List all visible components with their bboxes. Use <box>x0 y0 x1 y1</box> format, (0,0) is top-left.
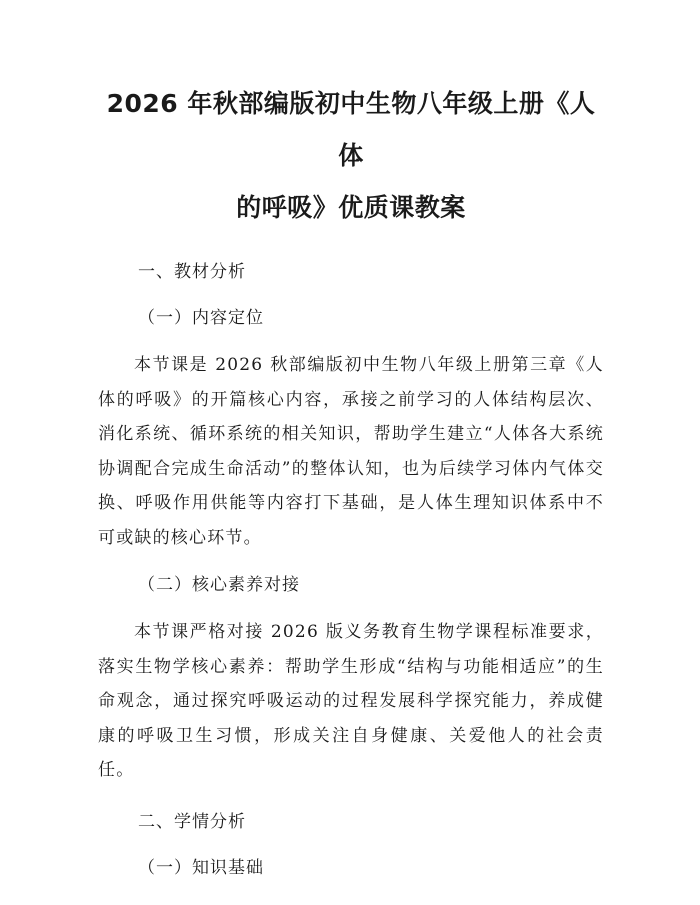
subsection-heading-content-positioning: （一）内容定位 <box>138 308 264 328</box>
paragraph-core-literacy: 本节课严格对接 2026 版义务教育生物学课程标准要求，落实生物学核心素养：帮助学生形成“结构与功能相适应”的生命观念，通过探究呼吸运动的过程发展科学探究能力，养成健康的呼吸卫生习惯，形成关注自身健康、关爱他人的社会责任。 <box>98 622 604 780</box>
section-heading-textbook-analysis: 一、教材分析 <box>138 262 246 282</box>
subsection-heading-knowledge-base: （一）知识基础 <box>138 857 264 878</box>
document-body <box>98 256 604 884</box>
paragraph-content-positioning: 本节课是 2026 秋部编版初中生物八年级上册第三章《人体的呼吸》的开篇核心内容，承接之前学习的人体结构层次、消化系统、循环系统的相关知识，帮助学生建立“人体各大系统协调配合完成生命活动”的整体认知，也为后续学习体内气体交换、呼吸作用供能等内容打下基础，是人体生理知识体系中不可或缺的核心环节。 <box>98 355 604 548</box>
document-title <box>98 0 604 234</box>
title-line-1: 2026 年秋部编版初中生物八年级上册《人体 <box>106 89 596 170</box>
subsection-heading-core-literacy: （二）核心素养对接 <box>138 575 300 595</box>
section-heading-learner-analysis: 二、学情分析 <box>138 811 246 832</box>
title-line-2: 的呼吸》优质课教案 <box>236 193 466 222</box>
